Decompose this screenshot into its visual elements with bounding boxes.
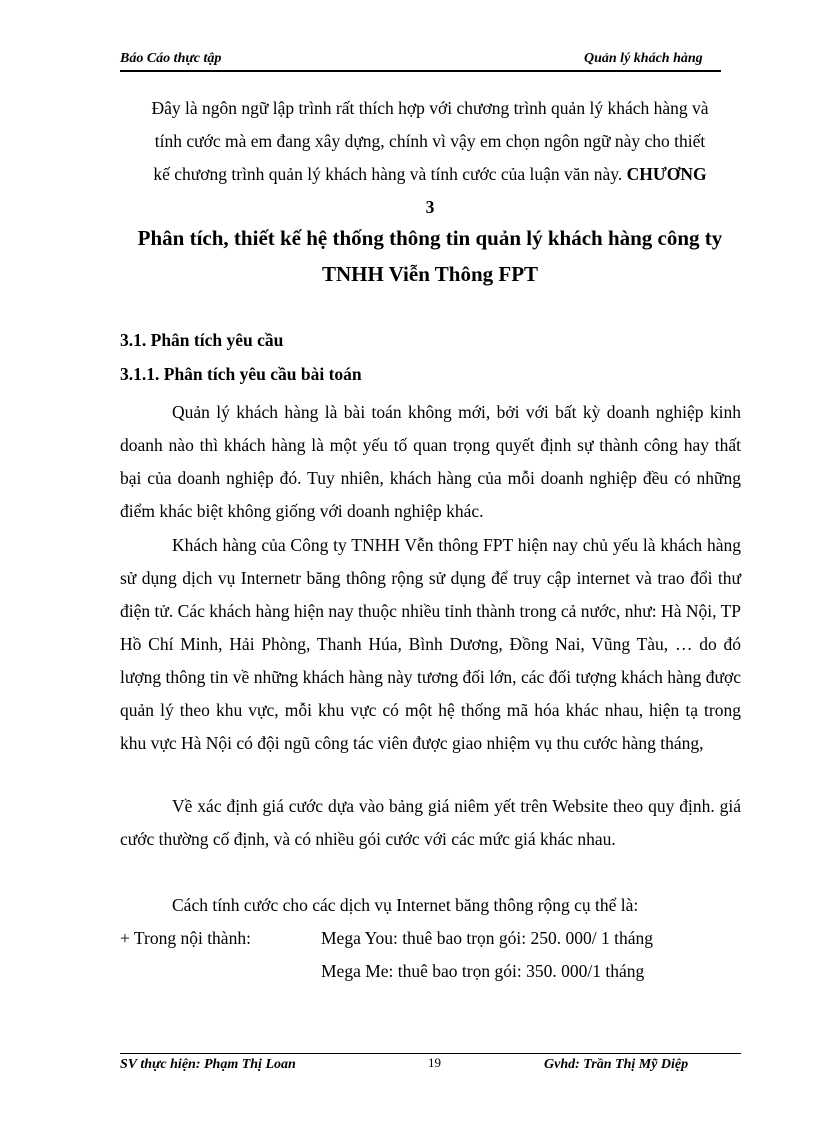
chapter-word: CHƯƠNG — [626, 164, 707, 184]
footer-rule — [120, 1053, 741, 1054]
header-right: Quản lý khách hàng — [584, 51, 703, 66]
intro-line-3 — [110, 158, 750, 191]
pricing-item-2: Mega Me: thuê bao trọn gói: 350. 000/1 tháng — [321, 961, 645, 981]
paragraph-3: Về xác định giá cước dựa vào bảng giá niêm yết trên Website theo quy định. giá cước thường cố định, và có nhiều gói cước với các mức giá khác nhau. — [120, 796, 741, 849]
chapter-title-line-2: TNHH Viễn Thông FPT — [321, 262, 539, 286]
footer-right: Gvhd: Trần Thị Mỹ Diệp — [544, 1057, 689, 1072]
intro-block — [110, 92, 750, 224]
section-heading-3-1: 3.1. Phân tích yêu cầu — [120, 330, 284, 350]
paragraph-4: Cách tính cước cho các dịch vụ Internet băng thông rộng cụ thể là: — [172, 895, 639, 915]
paragraph-2: Khách hàng của Công ty TNHH Vễn thông FPT hiện nay chủ yếu là khách hàng sử dụng dịch vụ Internetr băng thông rộng sử dụng để truy cập internet và trao đổi thư điện tử. Các khách hàng hiện nay thuộc nhiều tỉnh thành trong cả nước, như: Hà Nội, TP Hồ Chí Minh, Hải Phòng, Thanh Húa, Bình Dương, Đồng Nai, Vũng Tàu, … do đó lượng thông tin về những khách hàng này tương đối lớn, các đối tượng khách hàng được quản lý theo khu vực, mỗi khu vực có một hệ thống mã hóa khác nhau, hiện tạ trong khu vực Hà Nội có đội ngũ công tác viên được giao nhiệm vụ thu cước hàng tháng, — [120, 535, 741, 753]
intro-line-3-text: kế chương trình quản lý khách hàng và tính cước của luận văn này. — [153, 164, 623, 184]
paragraph-1: Quản lý khách hàng là bài toán không mới, bởi với bất kỳ doanh nghiệp kinh doanh nào thì khách hàng là một yếu tố quan trọng quyết định sự thành công hay thất bại của doanh nghiệp đó. Tuy nhiên, khách hàng của mỗi doanh nghiệp đều có những điểm khác biệt không giống với doanh nghiệp khác. — [120, 402, 741, 521]
header-rule — [120, 70, 721, 72]
page-number: 19 — [428, 1055, 441, 1070]
pricing-label: + Trong nội thành: — [120, 928, 251, 948]
intro-line-2: tính cước mà em đang xây dựng, chính vì vậy em chọn ngôn ngữ này cho thiết — [154, 131, 706, 151]
chapter-title-line-1: Phân tích, thiết kế hệ thống thông tin quản lý khách hàng công ty — [137, 226, 723, 250]
header-left: Báo Cáo thực tập — [120, 51, 222, 66]
intro-line-1: Đây là ngôn ngữ lập trình rất thích hợp với chương trình quản lý khách hàng và — [151, 98, 709, 118]
footer-left: SV thực hiện: Phạm Thị Loan — [120, 1057, 296, 1072]
pricing-item-1: Mega You: thuê bao trọn gói: 250. 000/ 1 tháng — [321, 928, 653, 948]
section-heading-3-1-1: 3.1.1. Phân tích yêu cầu bài toán — [120, 364, 362, 384]
chapter-number: 3 — [425, 197, 435, 217]
